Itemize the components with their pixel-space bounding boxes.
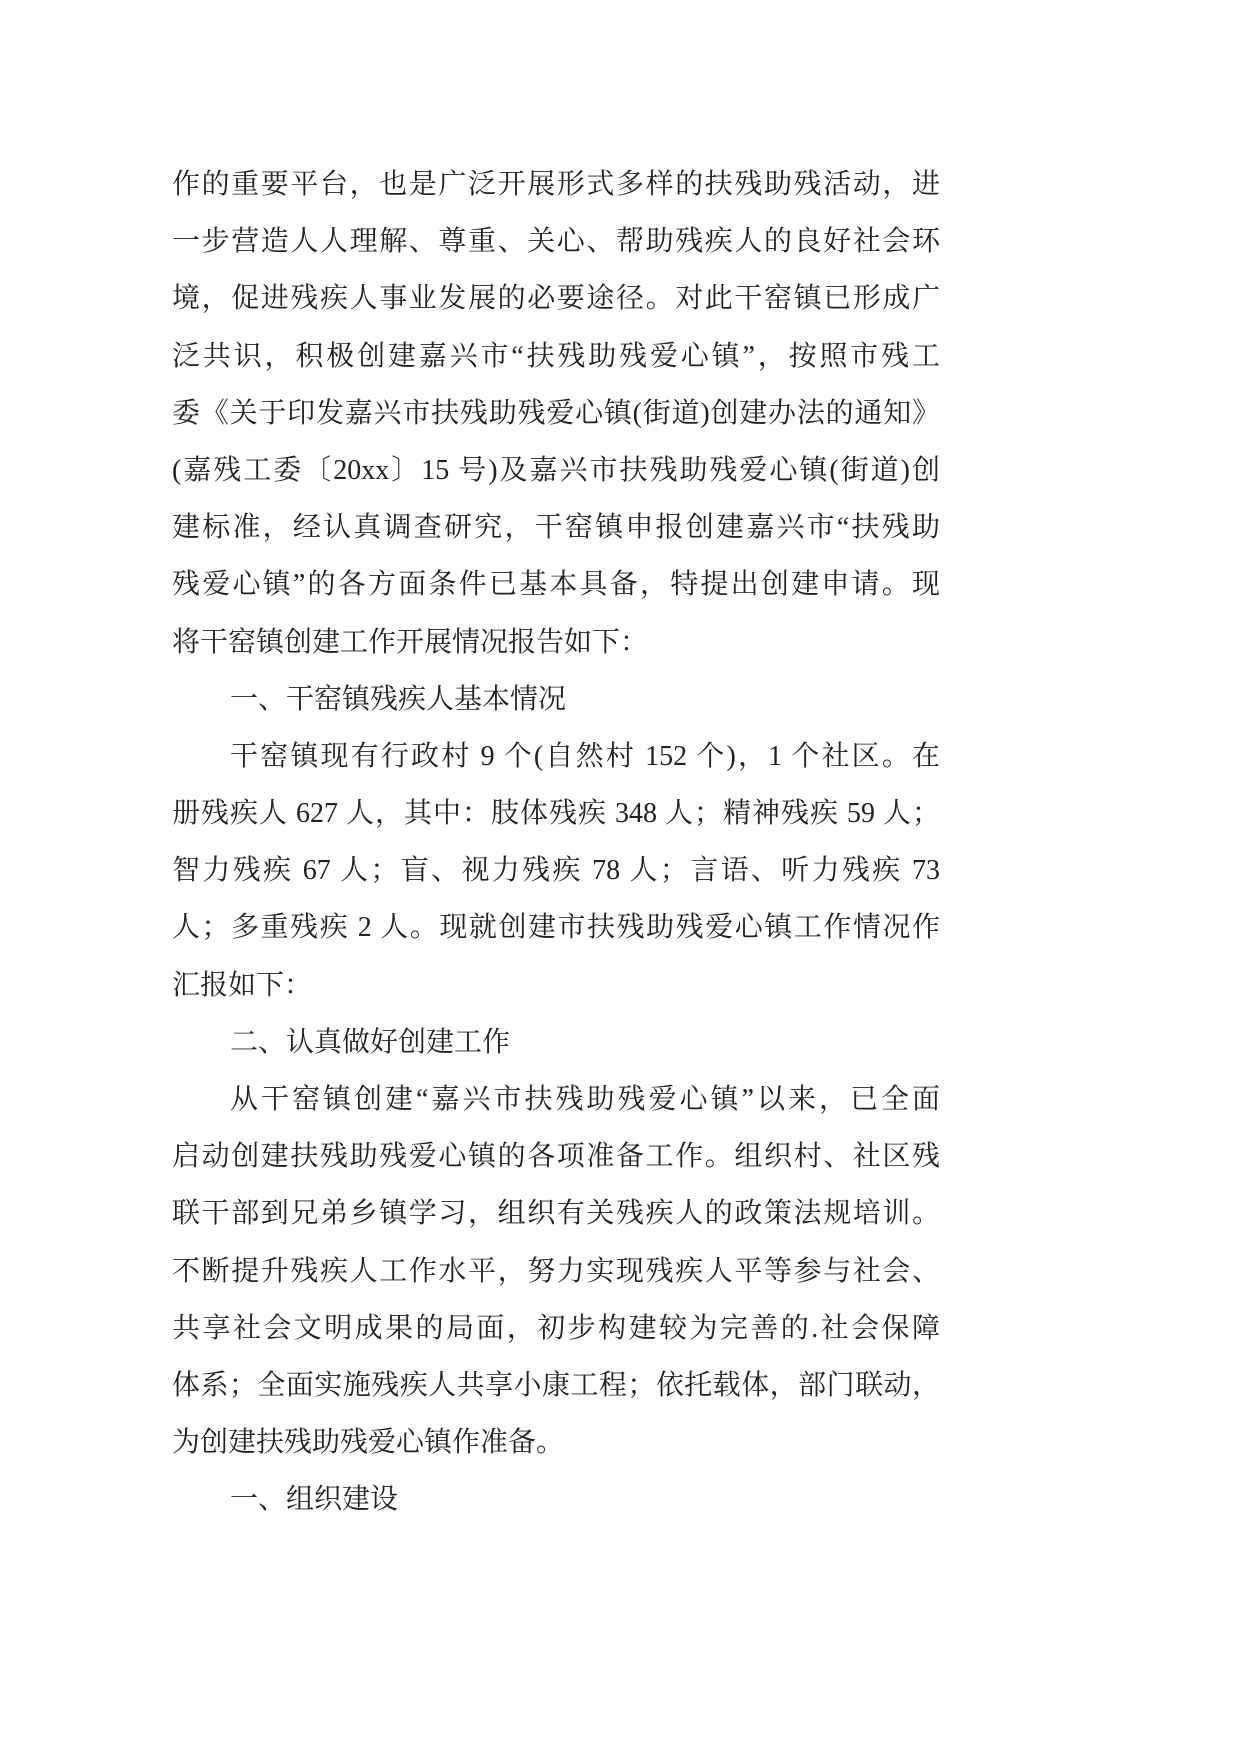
text-line: 不断提升残疾人工作水平，努力实现残疾人平等参与社会、 xyxy=(172,1255,940,1287)
section-heading-1: 一、干窑镇残疾人基本情况 xyxy=(230,683,567,715)
paragraph-1 xyxy=(172,156,940,671)
text-line: 体系；全面实施残疾人共享小康工程；依托载体，部门联动， xyxy=(172,1369,940,1401)
text-line: 人；多重残疾 2 人。现就创建市扶残助残爱心镇工作情况作 xyxy=(172,912,940,944)
text-line: (嘉残工委〔20xx〕15 号)及嘉兴市扶残助残爱心镇(街道)创 xyxy=(172,454,940,486)
text-line: 智力残疾 67 人；盲、视力残疾 78 人；言语、听力残疾 73 xyxy=(172,855,940,887)
text-line: 泛共识，积极创建嘉兴市“扶残助残爱心镇”，按照市残工 xyxy=(172,340,940,372)
text-line: 干窑镇现有行政村 9 个(自然村 152 个)，1 个社区。在 xyxy=(230,740,940,772)
text-line: 汇报如下： xyxy=(172,969,313,1001)
text-line: 作的重要平台，也是广泛开展形式多样的扶残助残活动，进 xyxy=(172,169,940,200)
section-heading-2: 二、认真做好创建工作 xyxy=(230,1026,511,1058)
text-line: 从干窑镇创建“嘉兴市扶残助残爱心镇”以来，已全面 xyxy=(230,1084,940,1115)
text-line: 共享社会文明成果的局面，初步构建较为完善的.社会保障 xyxy=(172,1312,940,1344)
section-heading-3: 一、组织建设 xyxy=(230,1484,399,1516)
text-line: 委《关于印发嘉兴市扶残助残爱心镇(街道)创建办法的通知》 xyxy=(172,397,940,429)
paragraph-2 xyxy=(172,728,940,1014)
text-line: 境，促进残疾人事业发展的必要途径。对此干窑镇已形成广 xyxy=(172,283,940,315)
document-body xyxy=(172,156,940,1529)
text-line: 为创建扶残助残爱心镇作准备。 xyxy=(172,1427,565,1459)
text-line: 册残疾人 627 人，其中：肢体残疾 348 人；精神残疾 59 人； xyxy=(172,798,940,830)
text-line: 残爱心镇”的各方面条件已基本具备，特提出创建申请。现 xyxy=(172,569,940,601)
text-line: 启动创建扶残助残爱心镇的各项准备工作。组织村、社区残 xyxy=(172,1141,940,1173)
paragraph-3 xyxy=(172,1071,940,1471)
text-line: 联干部到兄弟乡镇学习，组织有关残疾人的政策法规培训。 xyxy=(172,1198,940,1230)
text-line: 建标准，经认真调查研究，干窑镇申报创建嘉兴市“扶残助 xyxy=(172,512,940,544)
text-line: 将干窑镇创建工作开展情况报告如下： xyxy=(172,626,649,658)
text-line: 一步营造人人理解、尊重、关心、帮助残疾人的良好社会环 xyxy=(172,226,940,258)
